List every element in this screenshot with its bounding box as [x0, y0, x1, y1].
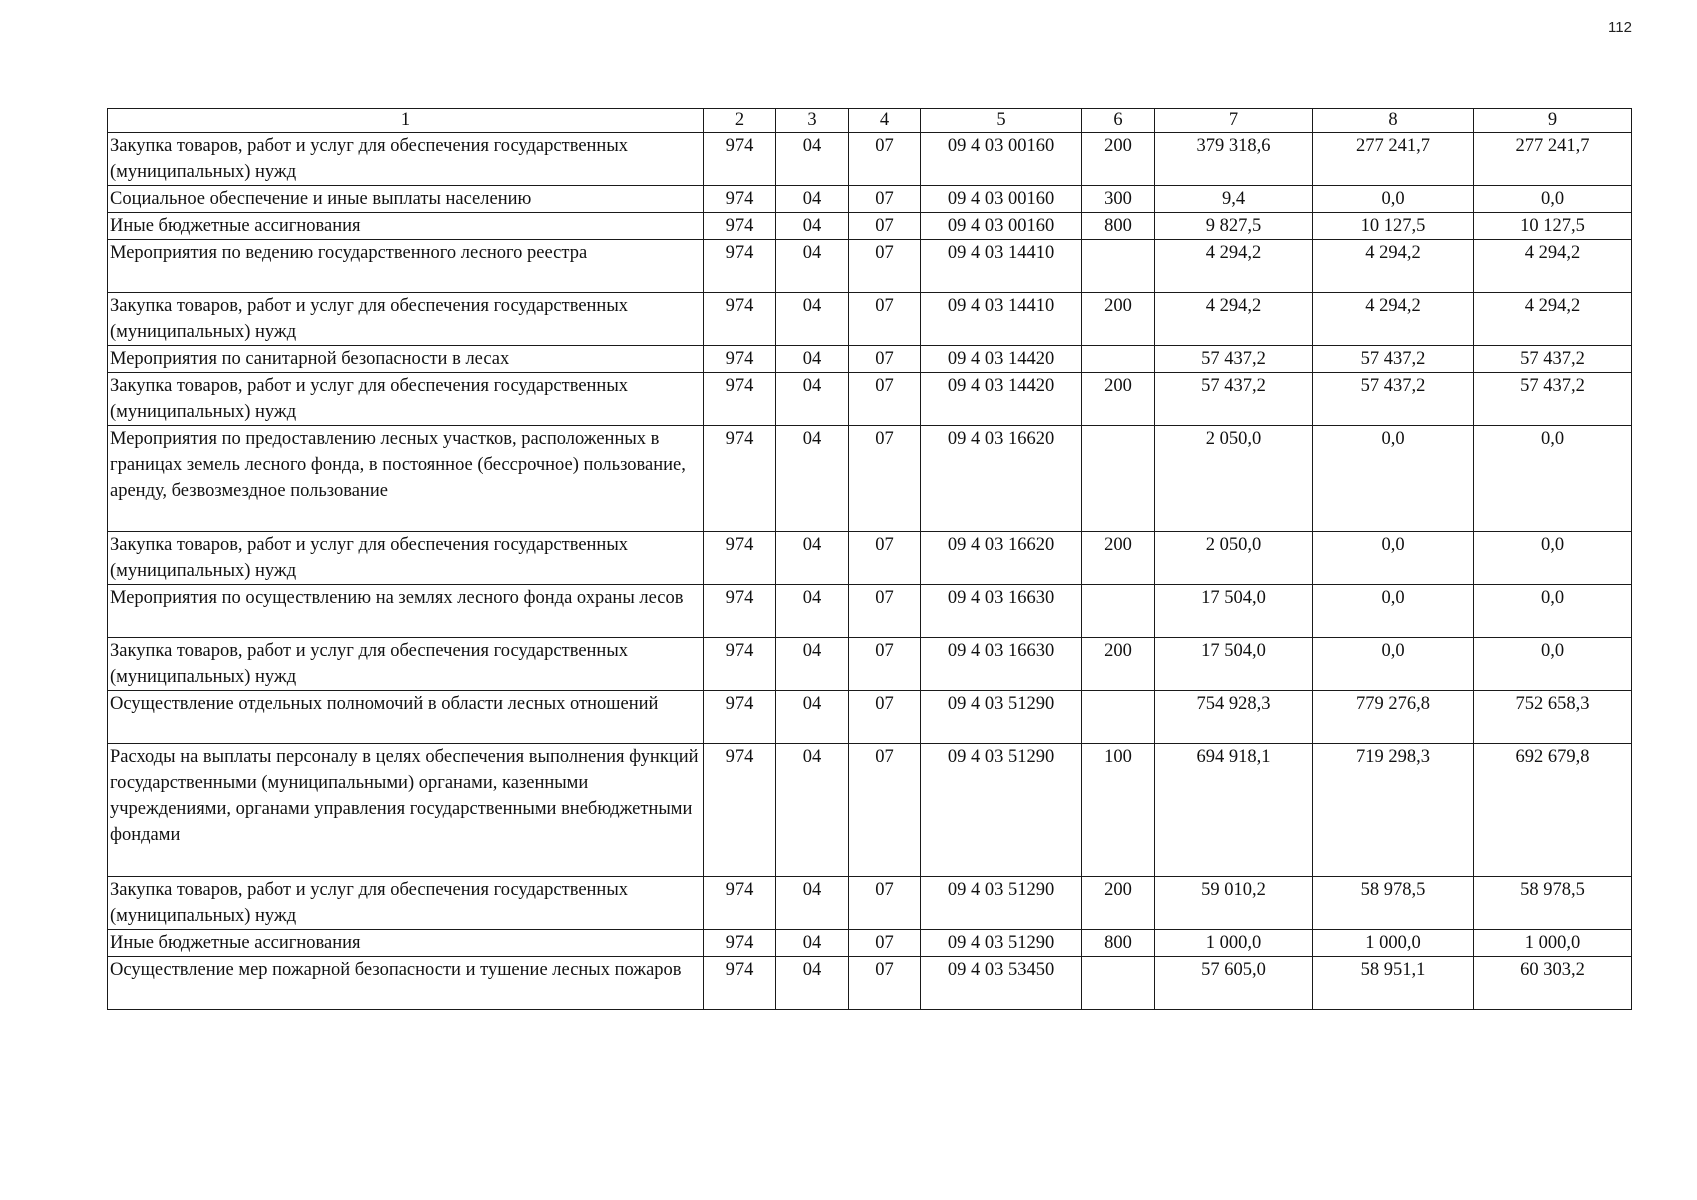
- cell-section: 04: [776, 240, 849, 293]
- cell-amount-2: 0,0: [1313, 585, 1474, 638]
- cell-target-article: 09 4 03 00160: [921, 213, 1082, 240]
- table-row: [108, 744, 1632, 877]
- cell-amount-1: 1 000,0: [1155, 930, 1313, 957]
- row-description: Закупка товаров, работ и услуг для обеспечения государственных (муниципальных) нужд: [108, 133, 704, 186]
- cell-section: 04: [776, 133, 849, 186]
- cell-expense-type: 200: [1082, 877, 1155, 930]
- cell-expense-type: [1082, 957, 1155, 1010]
- cell-ved: 974: [704, 293, 776, 346]
- cell-amount-3: 0,0: [1474, 638, 1632, 691]
- cell-subsection: 07: [849, 585, 921, 638]
- table-header-row: [108, 109, 1632, 133]
- row-description: Закупка товаров, работ и услуг для обеспечения государственных (муниципальных) нужд: [108, 638, 704, 691]
- cell-expense-type: [1082, 426, 1155, 532]
- cell-subsection: 07: [849, 240, 921, 293]
- table-row: [108, 213, 1632, 240]
- budget-table: [107, 108, 1632, 1010]
- cell-amount-1: 17 504,0: [1155, 638, 1313, 691]
- cell-amount-3: 0,0: [1474, 186, 1632, 213]
- cell-amount-2: 58 951,1: [1313, 957, 1474, 1010]
- cell-section: 04: [776, 930, 849, 957]
- cell-subsection: 07: [849, 744, 921, 877]
- cell-target-article: 09 4 03 16620: [921, 532, 1082, 585]
- cell-amount-1: 754 928,3: [1155, 691, 1313, 744]
- table-row: [108, 373, 1632, 426]
- cell-expense-type: 200: [1082, 293, 1155, 346]
- cell-amount-1: 17 504,0: [1155, 585, 1313, 638]
- cell-section: 04: [776, 638, 849, 691]
- cell-amount-3: 58 978,5: [1474, 877, 1632, 930]
- table-row: [108, 957, 1632, 1010]
- cell-target-article: 09 4 03 14420: [921, 346, 1082, 373]
- cell-amount-2: 277 241,7: [1313, 133, 1474, 186]
- table-row: [108, 585, 1632, 638]
- row-description: Мероприятия по осуществлению на землях лесного фонда охраны лесов: [108, 585, 704, 638]
- cell-section: 04: [776, 213, 849, 240]
- cell-amount-1: 4 294,2: [1155, 293, 1313, 346]
- table-body: [108, 133, 1632, 1010]
- cell-subsection: 07: [849, 930, 921, 957]
- cell-amount-3: 1 000,0: [1474, 930, 1632, 957]
- row-description: Мероприятия по предоставлению лесных участков, расположенных в границах земель лесного фонда, в постоянное (бессрочное) пользование, аренду, безвозмездное пользование: [108, 426, 704, 532]
- cell-amount-3: 60 303,2: [1474, 957, 1632, 1010]
- cell-target-article: 09 4 03 16630: [921, 585, 1082, 638]
- cell-expense-type: 200: [1082, 133, 1155, 186]
- cell-ved: 974: [704, 638, 776, 691]
- cell-target-article: 09 4 03 14410: [921, 293, 1082, 346]
- cell-ved: 974: [704, 957, 776, 1010]
- column-header: 9: [1474, 109, 1632, 133]
- cell-amount-2: 719 298,3: [1313, 744, 1474, 877]
- cell-ved: 974: [704, 133, 776, 186]
- cell-amount-2: 10 127,5: [1313, 213, 1474, 240]
- cell-amount-1: 57 437,2: [1155, 346, 1313, 373]
- cell-amount-3: 692 679,8: [1474, 744, 1632, 877]
- column-header: 8: [1313, 109, 1474, 133]
- cell-amount-3: 57 437,2: [1474, 346, 1632, 373]
- cell-amount-1: 694 918,1: [1155, 744, 1313, 877]
- table-row: [108, 186, 1632, 213]
- row-description: Иные бюджетные ассигнования: [108, 213, 704, 240]
- cell-section: 04: [776, 585, 849, 638]
- cell-amount-1: 2 050,0: [1155, 532, 1313, 585]
- cell-section: 04: [776, 532, 849, 585]
- cell-amount-2: 779 276,8: [1313, 691, 1474, 744]
- cell-subsection: 07: [849, 691, 921, 744]
- cell-amount-2: 1 000,0: [1313, 930, 1474, 957]
- cell-section: 04: [776, 957, 849, 1010]
- cell-section: 04: [776, 346, 849, 373]
- column-header: 2: [704, 109, 776, 133]
- cell-section: 04: [776, 373, 849, 426]
- table-row: [108, 877, 1632, 930]
- cell-subsection: 07: [849, 293, 921, 346]
- cell-expense-type: [1082, 346, 1155, 373]
- cell-subsection: 07: [849, 426, 921, 532]
- cell-expense-type: [1082, 240, 1155, 293]
- cell-target-article: 09 4 03 51290: [921, 691, 1082, 744]
- cell-amount-2: 57 437,2: [1313, 346, 1474, 373]
- cell-expense-type: 300: [1082, 186, 1155, 213]
- row-description: Закупка товаров, работ и услуг для обеспечения государственных (муниципальных) нужд: [108, 532, 704, 585]
- cell-subsection: 07: [849, 373, 921, 426]
- cell-amount-3: 0,0: [1474, 532, 1632, 585]
- cell-amount-3: 10 127,5: [1474, 213, 1632, 240]
- cell-target-article: 09 4 03 51290: [921, 930, 1082, 957]
- cell-target-article: 09 4 03 14410: [921, 240, 1082, 293]
- cell-amount-1: 4 294,2: [1155, 240, 1313, 293]
- cell-amount-1: 9 827,5: [1155, 213, 1313, 240]
- cell-amount-2: 0,0: [1313, 532, 1474, 585]
- cell-amount-2: 0,0: [1313, 638, 1474, 691]
- table-row: [108, 691, 1632, 744]
- cell-ved: 974: [704, 186, 776, 213]
- cell-expense-type: 200: [1082, 532, 1155, 585]
- row-description: Закупка товаров, работ и услуг для обеспечения государственных (муниципальных) нужд: [108, 877, 704, 930]
- cell-amount-3: 0,0: [1474, 585, 1632, 638]
- column-header: 1: [108, 109, 704, 133]
- column-header: 6: [1082, 109, 1155, 133]
- cell-subsection: 07: [849, 532, 921, 585]
- cell-amount-2: 58 978,5: [1313, 877, 1474, 930]
- row-description: Закупка товаров, работ и услуг для обеспечения государственных (муниципальных) нужд: [108, 373, 704, 426]
- table-row: [108, 240, 1632, 293]
- cell-target-article: 09 4 03 16630: [921, 638, 1082, 691]
- cell-subsection: 07: [849, 213, 921, 240]
- table-row: [108, 532, 1632, 585]
- row-description: Иные бюджетные ассигнования: [108, 930, 704, 957]
- row-description: Осуществление мер пожарной безопасности и тушение лесных пожаров: [108, 957, 704, 1010]
- table-row: [108, 930, 1632, 957]
- cell-expense-type: 100: [1082, 744, 1155, 877]
- table-row: [108, 346, 1632, 373]
- cell-amount-2: 4 294,2: [1313, 240, 1474, 293]
- cell-amount-2: 4 294,2: [1313, 293, 1474, 346]
- cell-ved: 974: [704, 532, 776, 585]
- cell-ved: 974: [704, 691, 776, 744]
- cell-amount-1: 57 437,2: [1155, 373, 1313, 426]
- row-description: Мероприятия по санитарной безопасности в лесах: [108, 346, 704, 373]
- row-description: Социальное обеспечение и иные выплаты населению: [108, 186, 704, 213]
- cell-amount-3: 0,0: [1474, 426, 1632, 532]
- cell-amount-1: 379 318,6: [1155, 133, 1313, 186]
- row-description: Закупка товаров, работ и услуг для обеспечения государственных (муниципальных) нужд: [108, 293, 704, 346]
- cell-amount-3: 752 658,3: [1474, 691, 1632, 744]
- row-description: Осуществление отдельных полномочий в области лесных отношений: [108, 691, 704, 744]
- cell-section: 04: [776, 426, 849, 532]
- row-description: Мероприятия по ведению государственного лесного реестра: [108, 240, 704, 293]
- cell-target-article: 09 4 03 14420: [921, 373, 1082, 426]
- cell-ved: 974: [704, 877, 776, 930]
- column-header: 5: [921, 109, 1082, 133]
- cell-subsection: 07: [849, 133, 921, 186]
- cell-target-article: 09 4 03 51290: [921, 877, 1082, 930]
- cell-amount-2: 0,0: [1313, 426, 1474, 532]
- page-number: 112: [1608, 19, 1632, 36]
- cell-amount-1: 2 050,0: [1155, 426, 1313, 532]
- cell-amount-3: 277 241,7: [1474, 133, 1632, 186]
- cell-amount-3: 4 294,2: [1474, 240, 1632, 293]
- cell-target-article: 09 4 03 53450: [921, 957, 1082, 1010]
- cell-amount-1: 57 605,0: [1155, 957, 1313, 1010]
- cell-subsection: 07: [849, 346, 921, 373]
- cell-section: 04: [776, 877, 849, 930]
- cell-expense-type: [1082, 691, 1155, 744]
- cell-section: 04: [776, 691, 849, 744]
- cell-subsection: 07: [849, 186, 921, 213]
- cell-ved: 974: [704, 373, 776, 426]
- column-header: 7: [1155, 109, 1313, 133]
- column-header: 4: [849, 109, 921, 133]
- cell-expense-type: 200: [1082, 638, 1155, 691]
- cell-expense-type: 800: [1082, 213, 1155, 240]
- cell-target-article: 09 4 03 00160: [921, 186, 1082, 213]
- cell-target-article: 09 4 03 16620: [921, 426, 1082, 532]
- cell-subsection: 07: [849, 877, 921, 930]
- cell-ved: 974: [704, 426, 776, 532]
- cell-ved: 974: [704, 930, 776, 957]
- cell-amount-3: 4 294,2: [1474, 293, 1632, 346]
- cell-ved: 974: [704, 240, 776, 293]
- cell-subsection: 07: [849, 957, 921, 1010]
- cell-ved: 974: [704, 346, 776, 373]
- cell-amount-2: 57 437,2: [1313, 373, 1474, 426]
- cell-amount-3: 57 437,2: [1474, 373, 1632, 426]
- cell-subsection: 07: [849, 638, 921, 691]
- cell-ved: 974: [704, 585, 776, 638]
- cell-section: 04: [776, 186, 849, 213]
- cell-amount-2: 0,0: [1313, 186, 1474, 213]
- table-row: [108, 426, 1632, 532]
- table-row: [108, 293, 1632, 346]
- cell-expense-type: [1082, 585, 1155, 638]
- cell-expense-type: 200: [1082, 373, 1155, 426]
- cell-section: 04: [776, 293, 849, 346]
- table-row: [108, 638, 1632, 691]
- cell-target-article: 09 4 03 00160: [921, 133, 1082, 186]
- cell-amount-1: 9,4: [1155, 186, 1313, 213]
- cell-section: 04: [776, 744, 849, 877]
- cell-expense-type: 800: [1082, 930, 1155, 957]
- cell-ved: 974: [704, 744, 776, 877]
- row-description: Расходы на выплаты персоналу в целях обеспечения выполнения функций государственными (муниципальными) органами, казенными учреждениями, органами управления государственными внебюджетными фондами: [108, 744, 704, 877]
- table-row: [108, 133, 1632, 186]
- cell-target-article: 09 4 03 51290: [921, 744, 1082, 877]
- cell-ved: 974: [704, 213, 776, 240]
- cell-amount-1: 59 010,2: [1155, 877, 1313, 930]
- column-header: 3: [776, 109, 849, 133]
